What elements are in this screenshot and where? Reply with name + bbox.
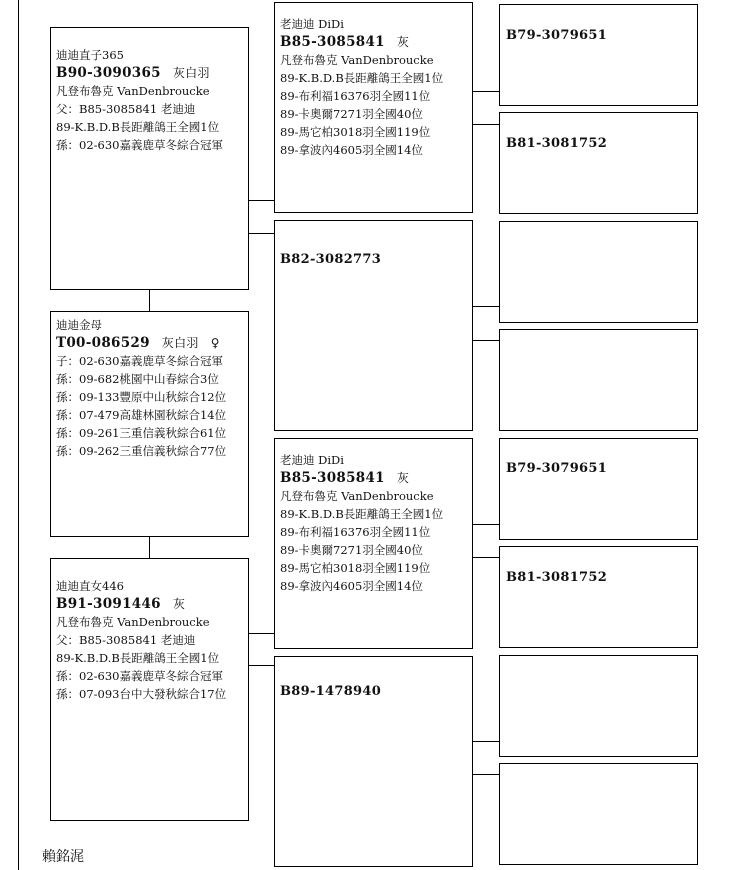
sire-upper-result-2: 89-布利福16376羽全國11位 (280, 89, 431, 103)
dam-name: 迪迪金母 (56, 318, 102, 332)
self-name: 迪迪直子365 (56, 48, 124, 62)
sire-upper-strain: 凡登布魯克 VanDenbroucke (280, 53, 434, 67)
dam-card-lower (274, 656, 473, 867)
connector-dam-upper-to-gg-3 (473, 306, 499, 307)
grandparent-6-ring-number: B81-3081752 (506, 570, 608, 585)
sire-upper-result-3: 89-卡奧爾7271羽全國40位 (280, 107, 423, 121)
self-color: 灰白羽 (172, 66, 210, 80)
sire-lower-strain: 凡登布魯克 VanDenbroucke (280, 489, 434, 503)
dam-upper-ring-number: B82-3082773 (280, 252, 382, 267)
grandparent-card-3 (499, 221, 698, 323)
dam-color: 灰白羽 (161, 336, 199, 350)
dam-offspring-5: 孫：09-261三重信義秋綜合61位 (56, 426, 227, 440)
daughter-achievement-1: 89-K.B.D.B長距離鴿王全國1位 (56, 651, 220, 665)
connector-dam-lower-to-gg-7 (473, 741, 499, 742)
connector-daughter-to-sire (249, 633, 274, 634)
daughter-color: 灰 (172, 597, 186, 611)
daughter-achievement-2: 孫：02-630嘉義鹿草冬綜合冠軍 (56, 669, 223, 683)
sire-upper-result-1: 89-K.B.D.B長距離鴿王全國1位 (280, 71, 444, 85)
daughter-sire-reference: 父：B85-3085841 老迪迪 (56, 633, 196, 647)
connector-sire-lower-to-gg-5 (473, 524, 499, 525)
connector-dam-lower-to-gg-8 (473, 774, 499, 775)
grandparent-card-8 (499, 763, 698, 865)
dam-offspring-1: 子：02-630嘉義鹿草冬綜合冠軍 (56, 354, 223, 368)
sire-card-upper (274, 2, 473, 213)
sire-upper-name: 老迪迪 DiDi (280, 17, 344, 31)
daughter-name: 迪迪直女446 (56, 579, 124, 593)
sire-upper-result-5: 89-拿波內4605羽全國14位 (280, 143, 423, 157)
dam-ring-number: T00-086529 灰白羽 ♀ (56, 335, 220, 351)
daughter-ring-number: B91-3091446 灰 (56, 596, 186, 612)
dam-pigeon-card (50, 311, 249, 537)
daughter-achievement-3: 孫：07-093台中大發秋綜合17位 (56, 687, 227, 701)
connector-daughter-to-dam (249, 665, 274, 666)
connector-sire-upper-to-gg-2 (473, 124, 499, 125)
sire-lower-result-4: 89-馬它柏3018羽全國119位 (280, 561, 431, 575)
dam-offspring-4: 孫：07-479高雄林園秋綜合14位 (56, 408, 227, 422)
grandparent-card-4 (499, 329, 698, 431)
grandparent-card-2 (499, 112, 698, 214)
self-achievement-1: 89-K.B.D.B長距離鴿王全國1位 (56, 120, 220, 134)
dam-card-upper (274, 220, 473, 431)
sire-lower-color: 灰 (396, 471, 410, 485)
connector-self-to-dam (249, 233, 274, 234)
dam-offspring-3: 孫：09-133豐原中山秋綜合12位 (56, 390, 227, 404)
grandparent-card-6 (499, 546, 698, 648)
grandparent-5-ring-number: B79-3079651 (506, 461, 608, 476)
connector-sire-upper-to-gg-1 (473, 91, 499, 92)
connector-sire-lower-to-gg-6 (473, 557, 499, 558)
sire-lower-result-1: 89-K.B.D.B長距離鴿王全國1位 (280, 507, 444, 521)
page-margin-rule (18, 0, 19, 870)
grandparent-1-ring-number: B79-3079651 (506, 28, 608, 43)
breeder-name: 賴銘浘 (42, 849, 84, 865)
grandparent-card-5 (499, 438, 698, 540)
self-achievement-2: 孫：02-630嘉義鹿草冬綜合冠軍 (56, 138, 223, 152)
sire-upper-ring-number: B85-3085841 灰 (280, 34, 410, 50)
sire-lower-name: 老迪迪 DiDi (280, 453, 344, 467)
self-pigeon-card (50, 27, 249, 290)
self-strain: 凡登布魯克 VanDenbroucke (56, 84, 210, 98)
connector-self-dam (149, 290, 150, 311)
connector-dam-daughter (149, 537, 150, 558)
sire-lower-result-3: 89-卡奧爾7271羽全國40位 (280, 543, 423, 557)
dam-offspring-6: 孫：09-262三重信義秋綜合77位 (56, 444, 227, 458)
sire-lower-result-2: 89-布利福16376羽全國11位 (280, 525, 431, 539)
self-ring-number: B90-3090365 灰白羽 (56, 65, 210, 81)
sire-card-lower (274, 438, 473, 649)
sire-upper-color: 灰 (396, 35, 410, 49)
grandparent-card-1 (499, 4, 698, 106)
grandparent-2-ring-number: B81-3081752 (506, 136, 608, 151)
dam-offspring-2: 孫：09-682桃園中山春綜合3位 (56, 372, 219, 386)
daughter-strain: 凡登布魯克 VanDenbroucke (56, 615, 210, 629)
dam-lower-ring-number: B89-1478940 (280, 684, 382, 699)
self-sire-reference: 父：B85-3085841 老迪迪 (56, 102, 196, 116)
grandparent-card-7 (499, 655, 698, 757)
sire-lower-ring-number: B85-3085841 灰 (280, 470, 410, 486)
sire-upper-result-4: 89-馬它柏3018羽全國119位 (280, 125, 431, 139)
daughter-pigeon-card (50, 558, 249, 821)
connector-self-to-sire (249, 200, 274, 201)
connector-dam-upper-to-gg-4 (473, 340, 499, 341)
female-sex-symbol: ♀ (210, 336, 220, 350)
sire-lower-result-5: 89-拿波內4605羽全國14位 (280, 579, 423, 593)
